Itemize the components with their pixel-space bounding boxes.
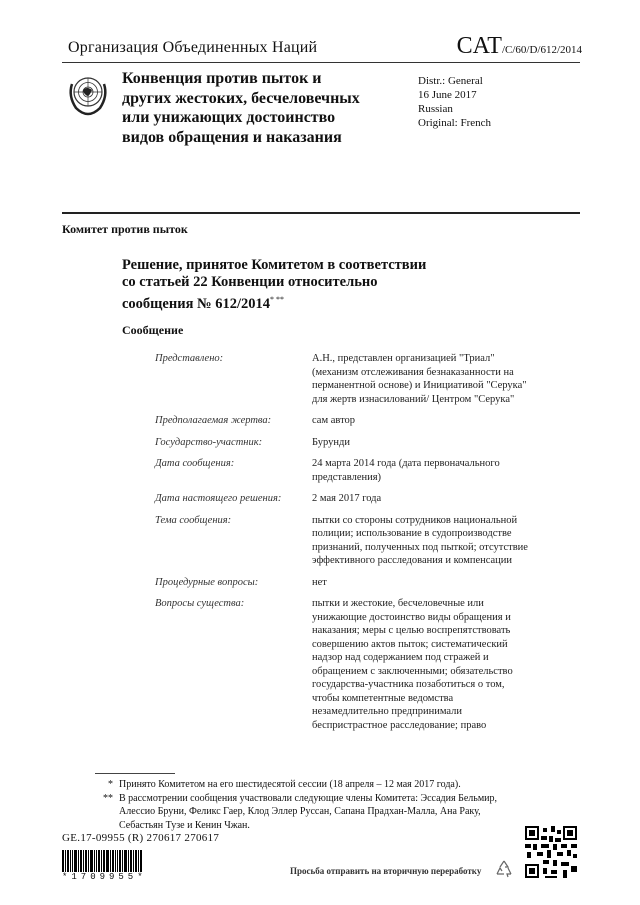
- convention-title: [122, 69, 402, 147]
- field-row: [155, 352, 535, 406]
- field-label: Процедурные вопросы:: [155, 576, 259, 588]
- recycle-icon: [493, 858, 515, 880]
- field-value: 24 марта 2014 года (дата первоначального представления): [312, 458, 500, 483]
- convention-title-line: или унижающих достоинство: [122, 109, 336, 126]
- field-label: Дата настоящего решения:: [155, 493, 282, 504]
- committee-name: Комитет против пыток: [62, 222, 188, 236]
- field-value: Бурунди: [312, 436, 350, 448]
- field-label: Представлено:: [155, 353, 224, 364]
- field-value: пытки со стороны сотрудников национальной полиции; использование в судопроизводстве признаний, полученных под пыткой; отсутствие эффективного расследования и компенсации: [312, 514, 528, 566]
- field-value: А.Н., представлен организацией "Триал" (механизм отслеживания безнаказанности на перманентной основе) и Инициативой "Серука" для жертв изнасилований/ Центром "Серука": [312, 353, 527, 405]
- section-divider: [62, 212, 580, 214]
- footnote: [97, 778, 517, 792]
- field-value: пытки и жестокие, бесчеловечные или унижающие достоинство виды обращения и наказания; меры с целью воспрепятствовать совершению актов пыток; систематический надзор над содержанием под стражей и обращением с заключенными; обязательство государства-участника позаботиться о том, чтобы компетентные ведомства незамедлительно предпринимали беспристрастное расследование; право: [312, 598, 513, 731]
- field-row: [155, 436, 535, 450]
- distr-language: Russian: [418, 103, 453, 115]
- distr-line: Distr.: General: [418, 75, 483, 87]
- field-label: Предполагаемая жертва:: [155, 415, 272, 426]
- communication-heading: Сообщение: [122, 323, 184, 337]
- barcode-number: *1709955*: [62, 872, 147, 882]
- distr-original: Original: French: [418, 117, 492, 129]
- field-row: [155, 576, 535, 590]
- qr-code-icon: [525, 826, 577, 878]
- document-symbol: [457, 33, 582, 60]
- decision-title-line: Решение, принятое Комитетом в соответствии: [122, 257, 427, 273]
- field-label: Дата сообщения:: [155, 458, 235, 469]
- field-value: нет: [312, 576, 327, 588]
- field-row: [155, 457, 535, 484]
- symbol-sub: /C/60/D/612/2014: [501, 44, 582, 56]
- field-value: 2 мая 2017 года: [312, 493, 382, 504]
- distribution-info: [418, 74, 491, 130]
- field-row: [155, 414, 535, 428]
- field-value: сам автор: [312, 415, 356, 426]
- barcode-icon: [62, 850, 156, 872]
- decision-title-line: сообщения № 612/2014: [122, 295, 271, 312]
- field-row: [155, 597, 535, 732]
- footnotes: [97, 778, 517, 832]
- field-row: [155, 514, 535, 568]
- decision-title: [122, 257, 482, 313]
- footnote-marks[interactable]: * **: [270, 295, 285, 304]
- convention-title-line: видов обращения и наказания: [122, 128, 342, 146]
- convention-title-line: Конвенция против пыток и: [122, 70, 322, 87]
- distr-date: 16 June 2017: [418, 89, 477, 101]
- footnote-text: Принято Комитетом на его шестидесятой сессии (18 апреля – 12 мая 2017 года).: [119, 779, 461, 790]
- footnote-mark: *: [108, 779, 113, 790]
- decision-title-line: со статьей 22 Конвенции относительно: [122, 274, 378, 290]
- field-label: Тема сообщения:: [155, 514, 232, 526]
- field-row: [155, 492, 535, 506]
- field-label: Государство-участник:: [155, 436, 263, 448]
- footnote-mark: **: [103, 792, 113, 804]
- footnote-text: В рассмотрении сообщения участвовали следующие члены Комитета: Эссадия Бельмир, Алессио Бруни, Феликс Гаер, Клод Эллер Руссан, Сапана Прадхан-Малла, Ана Раку, Себастьян Тузе и Кенин Чжан.: [119, 792, 498, 831]
- field-label: Вопросы существа:: [155, 598, 245, 609]
- header-divider: [62, 62, 580, 63]
- communication-details: [155, 352, 535, 740]
- recycle-notice: Просьба отправить на вторичную переработку: [290, 866, 482, 876]
- document-number: GE.17-09955 (R) 270617 270617: [62, 832, 220, 844]
- footnote: [97, 792, 517, 833]
- footnote-separator: [95, 773, 175, 774]
- convention-title-line: других жестоких, бесчеловечных: [122, 89, 360, 107]
- un-emblem-icon: [64, 70, 112, 118]
- organization-name: Организация Объединенных Наций: [68, 39, 318, 56]
- symbol-main: CAT: [456, 33, 502, 59]
